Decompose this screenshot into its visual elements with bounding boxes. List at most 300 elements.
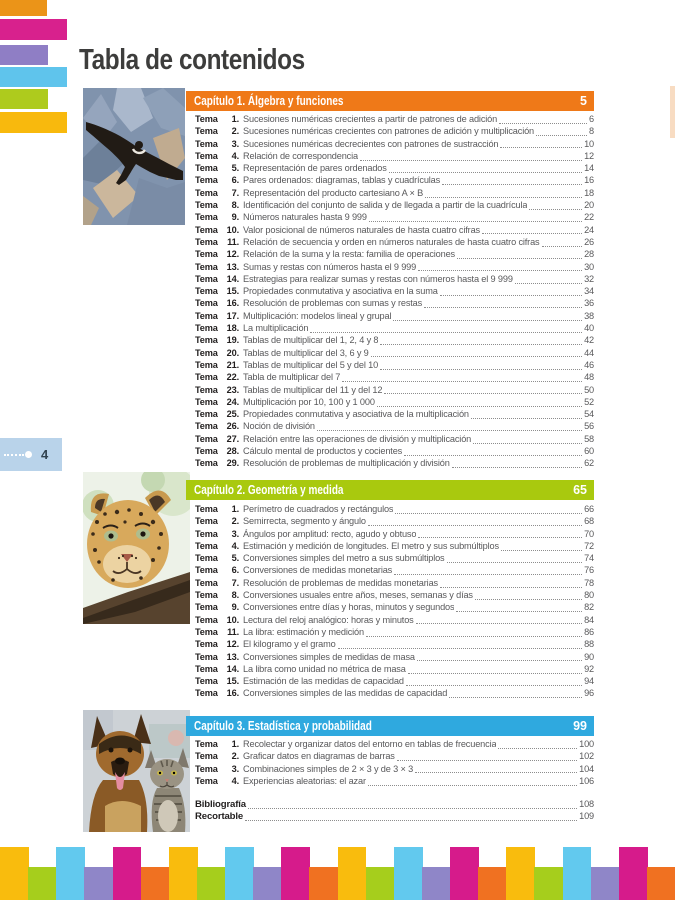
topic-label: Tema bbox=[195, 372, 218, 383]
dotted-leader bbox=[501, 550, 582, 551]
dotted-leader bbox=[449, 697, 582, 698]
topic-label: Tema bbox=[195, 565, 218, 576]
sidebar-page-number: 4 bbox=[41, 447, 49, 462]
topic-number: 13. bbox=[226, 261, 239, 272]
footer-stripe bbox=[225, 847, 254, 900]
dotted-leader bbox=[380, 344, 582, 345]
topic-page-number: 44 bbox=[584, 347, 594, 358]
topic-label: Tema bbox=[195, 396, 218, 407]
toc-entry bbox=[195, 114, 594, 126]
topic-title: La libra: estimación y medición bbox=[243, 626, 364, 637]
topic-page-number: 104 bbox=[579, 763, 594, 774]
topic-label: Tema bbox=[195, 236, 218, 247]
dotted-leader bbox=[395, 513, 582, 514]
topic-number: 18. bbox=[226, 323, 239, 334]
toc-entry bbox=[195, 397, 594, 409]
toc-entry bbox=[195, 298, 594, 310]
toc-entry bbox=[195, 578, 594, 590]
toc-entry bbox=[195, 335, 594, 347]
topic-title: Valor posicional de números naturales de hasta cuatro cifras bbox=[243, 224, 480, 235]
footer-stripe bbox=[253, 867, 282, 900]
dotted-leader bbox=[310, 332, 582, 333]
topic-label: Tema bbox=[195, 212, 218, 223]
dotted-leader bbox=[416, 623, 582, 624]
extra-entry bbox=[195, 799, 594, 811]
footer-stripe bbox=[534, 867, 563, 900]
topic-number: 29. bbox=[226, 458, 239, 469]
topic-title: Relación de correspondencia bbox=[243, 150, 358, 161]
toc-entry bbox=[195, 421, 594, 433]
toc-entry bbox=[195, 516, 594, 528]
topic-page-number: 86 bbox=[584, 626, 594, 637]
topic-page-number: 50 bbox=[584, 384, 594, 395]
topic-number: 2. bbox=[231, 126, 239, 137]
topic-label: Tema bbox=[195, 249, 218, 260]
topic-number: 5. bbox=[231, 553, 239, 564]
leopard-photo bbox=[83, 472, 190, 624]
topic-page-number: 22 bbox=[584, 212, 594, 223]
topic-title: Tabla de multiplicar del 7 bbox=[243, 372, 341, 383]
topic-page-number: 28 bbox=[584, 249, 594, 260]
topic-number: 6. bbox=[231, 565, 239, 576]
topic-label: Tema bbox=[195, 384, 218, 395]
dotted-leader bbox=[440, 295, 582, 296]
toc-entry bbox=[195, 385, 594, 397]
dotted-leader bbox=[404, 455, 582, 456]
topic-page-number: 78 bbox=[584, 577, 594, 588]
toc-entry bbox=[195, 163, 594, 175]
condor-photo bbox=[83, 88, 185, 225]
topic-number: 9. bbox=[231, 212, 239, 223]
footer-stripe bbox=[28, 867, 57, 900]
topic-label: Tema bbox=[195, 553, 218, 564]
dotted-leader bbox=[498, 748, 577, 749]
topic-label: Tema bbox=[195, 298, 218, 309]
topic-title: La libra como unidad no métrica de masa bbox=[243, 663, 406, 674]
topic-number: 11. bbox=[227, 626, 239, 637]
page-title: Tabla de contenidos bbox=[79, 44, 305, 76]
topic-page-number: 56 bbox=[584, 421, 594, 432]
dotted-leader bbox=[500, 147, 582, 148]
topic-page-number: 18 bbox=[584, 187, 594, 198]
dotted-leader bbox=[447, 562, 583, 563]
footer-stripe bbox=[478, 867, 507, 900]
topic-page-number: 66 bbox=[584, 504, 594, 514]
dotted-leader bbox=[442, 184, 582, 185]
topic-number: 26. bbox=[226, 421, 239, 432]
topic-title: Sumas y restas con números hasta el 9 999 bbox=[243, 261, 417, 272]
chapter-1-topic-list bbox=[195, 114, 594, 471]
topic-number: 3. bbox=[231, 763, 239, 774]
chapter-edge-tab bbox=[670, 86, 675, 138]
toc-entry bbox=[195, 676, 594, 688]
topic-title: Representación del producto cartesiano A × B bbox=[243, 187, 424, 198]
toc-entry bbox=[195, 764, 594, 776]
topic-label: Tema bbox=[195, 273, 218, 284]
footer-stripe bbox=[84, 867, 113, 900]
topic-page-number: 100 bbox=[579, 739, 594, 749]
topic-title: Conversiones simples de medidas de masa bbox=[243, 651, 415, 662]
topic-page-number: 76 bbox=[584, 565, 594, 576]
topic-label: Tema bbox=[195, 310, 218, 321]
chapter-2-topic-list bbox=[195, 504, 594, 701]
topic-label: Tema bbox=[195, 261, 218, 272]
topic-number: 7. bbox=[231, 577, 239, 588]
toc-entry bbox=[195, 529, 594, 541]
topic-label: Tema bbox=[195, 590, 218, 601]
topic-number: 1. bbox=[231, 504, 239, 514]
topic-label: Tema bbox=[195, 775, 218, 786]
toc-entry bbox=[195, 627, 594, 639]
topic-label: Tema bbox=[195, 126, 218, 137]
topic-title: Números naturales hasta 9 999 bbox=[243, 212, 367, 223]
topic-label: Tema bbox=[195, 504, 218, 514]
topic-title: Noción de división bbox=[243, 421, 315, 432]
dotted-leader bbox=[245, 820, 577, 821]
toc-entry bbox=[195, 188, 594, 200]
toc-entry bbox=[195, 286, 594, 298]
toc-entry bbox=[195, 776, 594, 788]
topic-number: 12. bbox=[226, 639, 239, 650]
toc-entry bbox=[195, 139, 594, 151]
topic-label: Tema bbox=[195, 614, 218, 625]
topic-title: Tablas de multiplicar del 3, 6 y 9 bbox=[243, 347, 369, 358]
footer-stripe bbox=[0, 847, 29, 900]
topic-number: 27. bbox=[226, 433, 239, 444]
topic-title: Sucesiones numéricas decrecientes con patrones de sustracción bbox=[243, 138, 499, 149]
topic-number: 3. bbox=[231, 528, 239, 539]
topic-title: Lectura del reloj analógico: horas y minutos bbox=[243, 614, 414, 625]
topic-title: Conversiones simples de las medidas de capacidad bbox=[243, 688, 448, 699]
topic-number: 14. bbox=[226, 663, 239, 674]
topic-page-number: 52 bbox=[584, 396, 594, 407]
dotted-leader bbox=[377, 406, 582, 407]
topic-title: Tablas de multiplicar del 5 y del 10 bbox=[243, 359, 379, 370]
topic-page-number: 68 bbox=[584, 516, 594, 527]
topic-label: Tema bbox=[195, 602, 218, 613]
dog-cat-photo bbox=[83, 710, 190, 832]
topic-page-number: 16 bbox=[584, 175, 594, 186]
footer-stripe bbox=[450, 847, 479, 900]
topic-number: 6. bbox=[231, 175, 239, 186]
topic-number: 8. bbox=[231, 590, 239, 601]
chapter-2-header bbox=[186, 480, 594, 500]
dotted-leader bbox=[417, 660, 582, 661]
topic-label: Tema bbox=[195, 150, 218, 161]
topic-page-number: 14 bbox=[584, 163, 594, 174]
topic-label: Tema bbox=[195, 739, 218, 749]
topic-page-number: 34 bbox=[584, 286, 594, 297]
topic-page-number: 20 bbox=[584, 200, 594, 211]
chapter-3-topic-list bbox=[195, 739, 594, 788]
topic-label: Tema bbox=[195, 688, 218, 699]
toc-entry bbox=[195, 323, 594, 335]
dotted-leader bbox=[471, 418, 582, 419]
dotted-leader bbox=[475, 599, 582, 600]
dotted-leader bbox=[536, 135, 587, 136]
toc-entry bbox=[195, 541, 594, 553]
chapter-3-page-number: 99 bbox=[573, 719, 587, 733]
topic-number: 21. bbox=[226, 359, 239, 370]
topic-page-number: 48 bbox=[584, 372, 594, 383]
topic-label: Tema bbox=[195, 577, 218, 588]
topic-page-number: 40 bbox=[584, 323, 594, 334]
chapter-1-title: Capítulo 1. Álgebra y funciones bbox=[194, 94, 344, 108]
toc-entry bbox=[195, 434, 594, 446]
topic-label: Tema bbox=[195, 138, 218, 149]
topic-title: Relación de secuencia y orden en números naturales de hasta cuatro cifras bbox=[243, 236, 540, 247]
dotted-leader bbox=[317, 430, 582, 431]
corner-stripe bbox=[0, 89, 48, 109]
footer-stripe bbox=[113, 847, 142, 900]
topic-label: Tema bbox=[195, 347, 218, 358]
topic-title: Estimación de las medidas de capacidad bbox=[243, 676, 404, 687]
toc-entry bbox=[195, 311, 594, 323]
topic-number: 8. bbox=[231, 200, 239, 211]
dotted-leader bbox=[440, 587, 582, 588]
topic-title: Resolución de problemas con sumas y restas bbox=[243, 298, 423, 309]
dotted-leader bbox=[360, 160, 582, 161]
dotted-leader bbox=[452, 467, 582, 468]
topic-label: Tema bbox=[195, 335, 218, 346]
topic-page-number: 74 bbox=[584, 553, 594, 564]
topic-page-number: 32 bbox=[584, 273, 594, 284]
dotted-leader bbox=[394, 574, 582, 575]
toc-entry bbox=[195, 360, 594, 372]
toc-entry bbox=[195, 739, 594, 751]
condor-illustration bbox=[83, 88, 185, 225]
topic-title: Sucesiones numéricas crecientes con patrones de adición y multiplicación bbox=[243, 126, 535, 137]
topic-page-number: 26 bbox=[584, 236, 594, 247]
extra-label: Bibliografía bbox=[195, 799, 246, 810]
toc-entry bbox=[195, 348, 594, 360]
toc-entry bbox=[195, 553, 594, 565]
dotted-leader bbox=[397, 760, 577, 761]
dotted-leader bbox=[366, 636, 582, 637]
toc-entry bbox=[195, 175, 594, 187]
dotted-line-decoration bbox=[4, 454, 24, 456]
toc-entry bbox=[195, 504, 594, 516]
topic-title: El kilogramo y el gramo bbox=[243, 639, 336, 650]
chapter-3-title: Capítulo 3. Estadística y probabilidad bbox=[194, 719, 372, 733]
topic-number: 15. bbox=[226, 676, 239, 687]
topic-label: Tema bbox=[195, 163, 218, 174]
topic-number: 9. bbox=[231, 602, 239, 613]
topic-number: 17. bbox=[226, 310, 239, 321]
topic-label: Tema bbox=[195, 200, 218, 211]
topic-title: Graficar datos en diagramas de barras bbox=[243, 751, 395, 762]
topic-page-number: 10 bbox=[584, 138, 594, 149]
topic-number: 3. bbox=[231, 138, 239, 149]
topic-label: Tema bbox=[195, 421, 218, 432]
topic-number: 10. bbox=[226, 614, 239, 625]
topic-page-number: 80 bbox=[584, 590, 594, 601]
dotted-leader bbox=[418, 270, 582, 271]
footer-stripe bbox=[394, 847, 423, 900]
topic-label: Tema bbox=[195, 359, 218, 370]
topic-label: Tema bbox=[195, 187, 218, 198]
topic-title: Conversiones de medidas monetarias bbox=[243, 565, 393, 576]
dotted-leader bbox=[371, 356, 582, 357]
topic-page-number: 88 bbox=[584, 639, 594, 650]
toc-entry bbox=[195, 751, 594, 763]
topic-title: Cálculo mental de productos y cocientes bbox=[243, 446, 403, 457]
dotted-leader bbox=[415, 772, 577, 773]
dotted-leader bbox=[418, 537, 582, 538]
topic-number: 4. bbox=[231, 540, 239, 551]
topic-title: Representación de pares ordenados bbox=[243, 163, 387, 174]
topic-page-number: 60 bbox=[584, 446, 594, 457]
toc-entry bbox=[195, 237, 594, 249]
toc-entry bbox=[195, 212, 594, 224]
topic-number: 20. bbox=[226, 347, 239, 358]
topic-number: 10. bbox=[226, 224, 239, 235]
toc-entry bbox=[195, 372, 594, 384]
toc-entry bbox=[195, 458, 594, 470]
toc-entry bbox=[195, 615, 594, 627]
toc-entry bbox=[195, 200, 594, 212]
topic-label: Tema bbox=[195, 528, 218, 539]
dotted-leader bbox=[389, 172, 582, 173]
toc-entry bbox=[195, 262, 594, 274]
toc-entry bbox=[195, 151, 594, 163]
chapter-1-page-number: 5 bbox=[580, 94, 587, 108]
chapter-2-title: Capítulo 2. Geometría y medida bbox=[194, 483, 344, 497]
chapter-1-header bbox=[186, 91, 594, 111]
topic-title: Semirrecta, segmento y ángulo bbox=[243, 516, 366, 527]
topic-title: Relación entre las operaciones de división y multiplicación bbox=[243, 433, 472, 444]
footer-stripe bbox=[647, 867, 675, 900]
topic-title: Conversiones entre días y horas, minutos y segundos bbox=[243, 602, 455, 613]
dotted-leader bbox=[248, 808, 577, 809]
topic-number: 1. bbox=[231, 114, 239, 124]
dotted-leader bbox=[529, 209, 582, 210]
topic-title: Estrategias para realizar sumas y restas con números hasta el 9 999 bbox=[243, 273, 513, 284]
topic-number: 2. bbox=[231, 751, 239, 762]
topic-label: Tema bbox=[195, 175, 218, 186]
topic-number: 11. bbox=[227, 236, 239, 247]
topic-label: Tema bbox=[195, 639, 218, 650]
topic-label: Tema bbox=[195, 224, 218, 235]
topic-title: Propiedades conmutativa y asociativa en la suma bbox=[243, 286, 438, 297]
toc-entry bbox=[195, 225, 594, 237]
topic-title: Ángulos por amplitud: recto, agudo y obtuso bbox=[243, 528, 417, 539]
topic-page-number: 12 bbox=[584, 150, 594, 161]
footer-stripe bbox=[506, 847, 535, 900]
dot-decoration bbox=[25, 451, 32, 458]
topic-number: 28. bbox=[226, 446, 239, 457]
toc-entry bbox=[195, 565, 594, 577]
topic-page-number: 8 bbox=[589, 126, 594, 137]
topic-title: Perímetro de cuadrados y rectángulos bbox=[243, 504, 394, 514]
toc-entry bbox=[195, 590, 594, 602]
topic-title: Pares ordenados: diagramas, tablas y cuadrículas bbox=[243, 175, 441, 186]
toc-entry bbox=[195, 664, 594, 676]
page-number-tab bbox=[0, 438, 62, 471]
dotted-leader bbox=[542, 246, 583, 247]
topic-title: Experiencias aleatorias: el azar bbox=[243, 775, 366, 786]
footer-stripe bbox=[197, 867, 226, 900]
extra-page-number: 109 bbox=[579, 811, 594, 822]
topic-number: 16. bbox=[226, 298, 239, 309]
topic-title: Recolectar y organizar datos del entorno en tablas de frecuencia bbox=[243, 739, 497, 749]
footer-stripe bbox=[56, 847, 85, 900]
topic-page-number: 82 bbox=[584, 602, 594, 613]
footer-stripe bbox=[563, 847, 592, 900]
topic-page-number: 70 bbox=[584, 528, 594, 539]
topic-label: Tema bbox=[195, 663, 218, 674]
toc-entry bbox=[195, 639, 594, 651]
toc-entry bbox=[195, 274, 594, 286]
chapter-3-header bbox=[186, 716, 594, 736]
dotted-leader bbox=[380, 369, 582, 370]
dotted-leader bbox=[368, 785, 577, 786]
topic-page-number: 42 bbox=[584, 335, 594, 346]
footer-stripe bbox=[366, 867, 395, 900]
topic-number: 14. bbox=[226, 273, 239, 284]
corner-stripe bbox=[0, 67, 67, 87]
topic-page-number: 62 bbox=[584, 458, 594, 469]
topic-label: Tema bbox=[195, 676, 218, 687]
leopard-illustration bbox=[83, 472, 190, 624]
topic-number: 24. bbox=[226, 396, 239, 407]
topic-label: Tema bbox=[195, 516, 218, 527]
footer-stripe bbox=[141, 867, 170, 900]
topic-title: Resolución de problemas de multiplicación y división bbox=[243, 458, 450, 469]
topic-page-number: 38 bbox=[584, 310, 594, 321]
dotted-leader bbox=[342, 381, 582, 382]
topic-page-number: 96 bbox=[584, 688, 594, 699]
topic-page-number: 90 bbox=[584, 651, 594, 662]
footer-stripe bbox=[338, 847, 367, 900]
chapter-2-page-number: 65 bbox=[573, 483, 587, 497]
topic-number: 2. bbox=[231, 516, 239, 527]
toc-entry bbox=[195, 688, 594, 700]
topic-page-number: 84 bbox=[584, 614, 594, 625]
topic-page-number: 94 bbox=[584, 676, 594, 687]
footer-stripe bbox=[591, 867, 620, 900]
topic-page-number: 102 bbox=[579, 751, 594, 762]
topic-title: Sucesiones numéricas crecientes a partir de patrones de adición bbox=[243, 114, 498, 124]
topic-number: 7. bbox=[231, 187, 239, 198]
topic-title: Estimación y medición de longitudes. El metro y sus submúltiplos bbox=[243, 540, 499, 551]
dotted-leader bbox=[456, 611, 582, 612]
dotted-leader bbox=[424, 307, 582, 308]
dotted-leader bbox=[393, 320, 582, 321]
topic-page-number: 72 bbox=[584, 540, 594, 551]
dotted-leader bbox=[384, 393, 582, 394]
topic-number: 22. bbox=[226, 372, 239, 383]
topic-number: 15. bbox=[226, 286, 239, 297]
topic-title: Propiedades conmutativa y asociativa de la multiplicación bbox=[243, 409, 469, 420]
topic-page-number: 30 bbox=[584, 261, 594, 272]
dotted-leader bbox=[457, 258, 582, 259]
topic-page-number: 58 bbox=[584, 433, 594, 444]
topic-title: Relación de la suma y la resta: familia de operaciones bbox=[243, 249, 456, 260]
corner-stripe bbox=[0, 45, 48, 65]
corner-stripe bbox=[0, 0, 47, 16]
topic-label: Tema bbox=[195, 763, 218, 774]
topic-number: 23. bbox=[226, 384, 239, 395]
topic-number: 12. bbox=[226, 249, 239, 260]
topic-number: 5. bbox=[231, 163, 239, 174]
topic-page-number: 46 bbox=[584, 359, 594, 370]
corner-stripe bbox=[0, 112, 67, 133]
dotted-leader bbox=[482, 233, 582, 234]
toc-entry bbox=[195, 409, 594, 421]
topic-title: Tablas de multiplicar del 1, 2, 4 y 8 bbox=[243, 335, 379, 346]
topic-number: 16. bbox=[226, 688, 239, 699]
